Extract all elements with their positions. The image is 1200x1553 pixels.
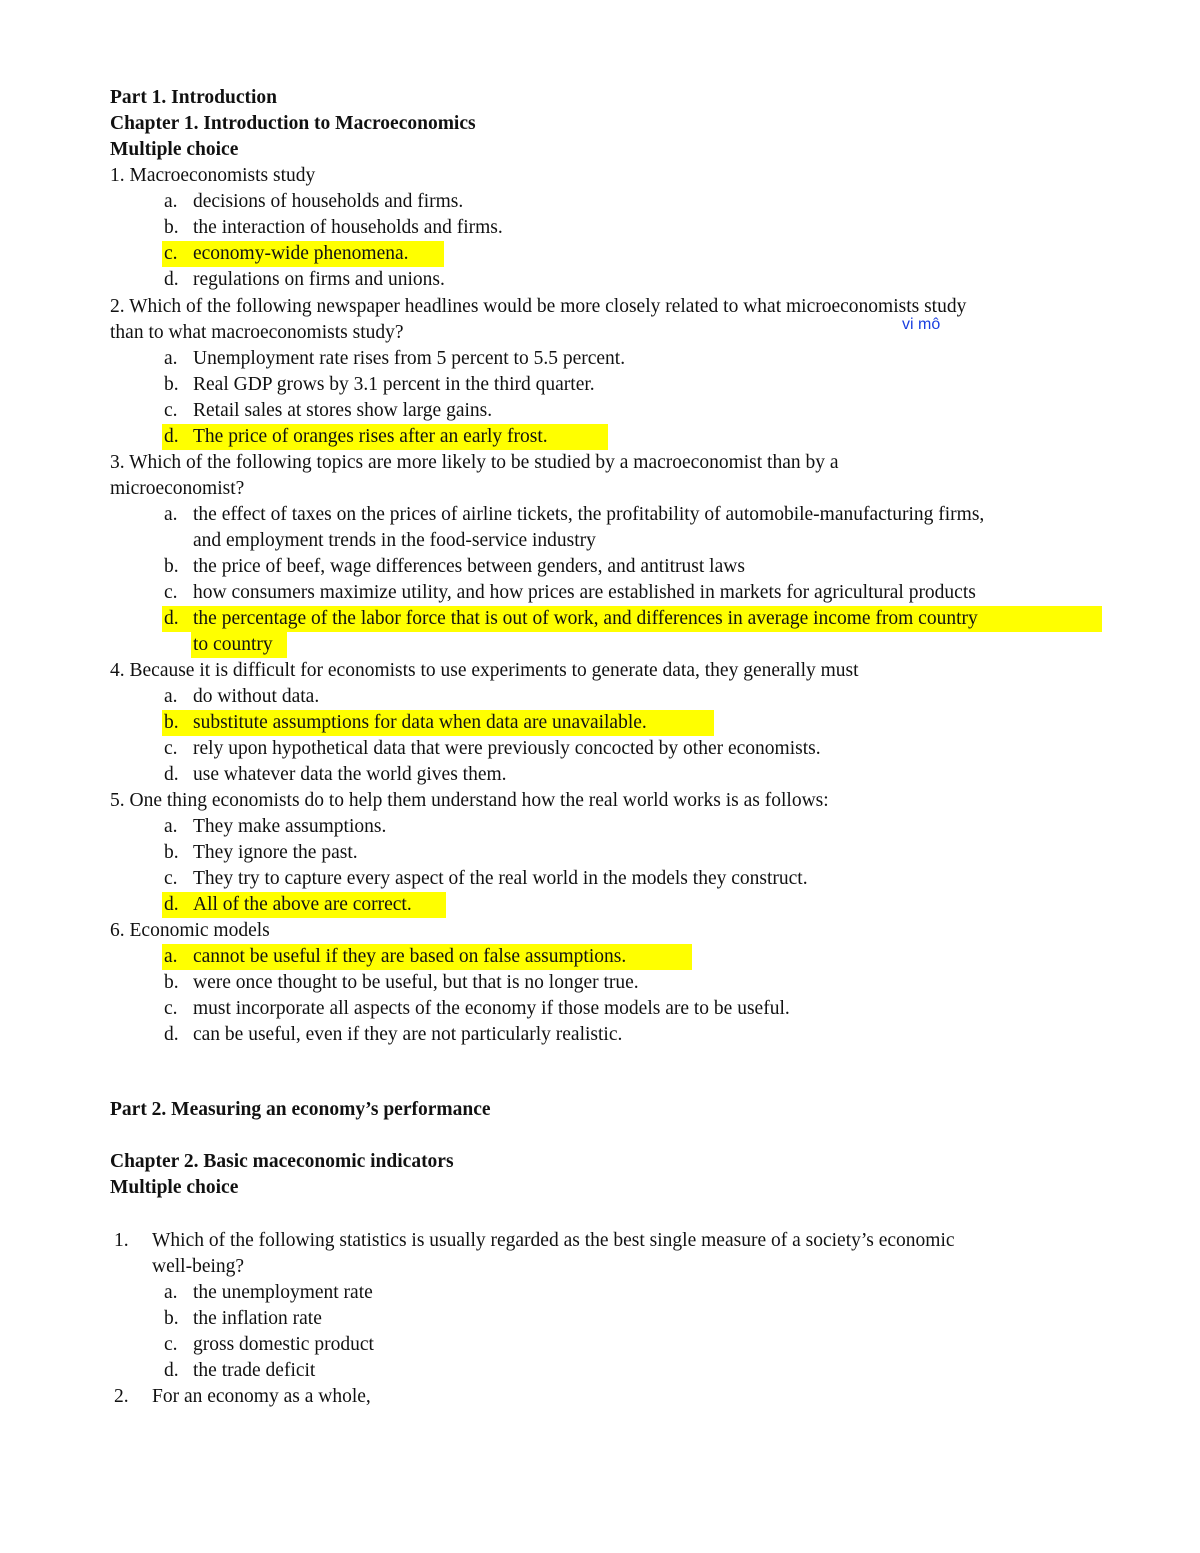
p2-question-2-stem: For an economy as a whole, — [152, 1386, 371, 1407]
option-text: the interaction of households and firms. — [193, 217, 503, 238]
question-3-stem-line-2: microeconomist? — [110, 478, 245, 499]
option-letter: d. — [164, 608, 179, 629]
option-letter: d. — [164, 426, 179, 447]
option-letter: b. — [164, 842, 179, 863]
question-5-stem: 5. One thing economists do to help them understand how the real world works is as follows: — [110, 790, 829, 811]
option-text-continued: and employment trends in the food-service industry — [193, 530, 596, 551]
option-text: were once thought to be useful, but that is no longer true. — [193, 972, 639, 993]
option-letter: a. — [164, 1282, 178, 1303]
option-letter: d. — [164, 269, 179, 290]
option-text: They try to capture every aspect of the real world in the models they construct. — [193, 868, 808, 889]
question-4-stem: 4. Because it is difficult for economists to use experiments to generate data, they generally must — [110, 660, 859, 681]
question-1-stem: 1. Macroeconomists study — [110, 165, 316, 186]
option-text: substitute assumptions for data when data are unavailable. — [193, 712, 647, 733]
option-text: the trade deficit — [193, 1360, 316, 1381]
question-4-option-b-highlighted — [162, 710, 714, 736]
p2-question-1-number: 1. — [114, 1230, 129, 1251]
chapter-2-title: Chapter 2. Basic maceconomic indicators — [110, 1151, 454, 1172]
option-letter: c. — [164, 998, 178, 1019]
option-text: do without data. — [193, 686, 320, 707]
question-3-stem-line-1: 3. Which of the following topics are more likely to be studied by a macroeconomist than by a — [110, 452, 839, 473]
option-text: They make assumptions. — [193, 816, 387, 837]
option-letter: c. — [164, 1334, 178, 1355]
part-1-title: Part 1. Introduction — [110, 87, 278, 108]
option-text: gross domestic product — [193, 1334, 374, 1355]
option-letter: a. — [164, 816, 178, 837]
option-letter: d. — [164, 1024, 179, 1045]
option-text: decisions of households and firms. — [193, 191, 464, 212]
option-text: They ignore the past. — [193, 842, 358, 863]
option-letter: b. — [164, 1308, 179, 1329]
option-text: regulations on firms and unions. — [193, 269, 445, 290]
option-letter: b. — [164, 556, 179, 577]
option-letter: a. — [164, 504, 178, 525]
part-2-title: Part 2. Measuring an economy’s performance — [110, 1099, 491, 1120]
option-letter: d. — [164, 894, 179, 915]
option-text: The price of oranges rises after an early frost. — [193, 426, 548, 447]
option-letter: a. — [164, 686, 178, 707]
option-letter: a. — [164, 348, 178, 369]
option-text: the percentage of the labor force that is out of work, and differences in average income from country — [193, 608, 978, 629]
option-letter: b. — [164, 712, 179, 733]
option-text: can be useful, even if they are not particularly realistic. — [193, 1024, 623, 1045]
question-3-option-d-highlighted — [162, 606, 1102, 632]
chapter-2-section: Multiple choice — [110, 1177, 239, 1198]
option-letter: c. — [164, 868, 178, 889]
option-letter: b. — [164, 374, 179, 395]
option-letter: d. — [164, 764, 179, 785]
question-5-option-d-highlighted — [162, 892, 446, 918]
option-letter: c. — [164, 400, 178, 421]
question-2-option-d-highlighted — [162, 424, 608, 450]
option-text: use whatever data the world gives them. — [193, 764, 507, 785]
option-text: All of the above are correct. — [193, 894, 412, 915]
handwritten-annotation: vi mô — [902, 316, 941, 333]
option-text: Retail sales at stores show large gains. — [193, 400, 493, 421]
p2-question-1-stem-line-2: well-being? — [152, 1256, 245, 1277]
option-letter: c. — [164, 243, 178, 264]
option-text: cannot be useful if they are based on false assumptions. — [193, 946, 627, 967]
question-1-option-c-highlighted — [162, 241, 444, 267]
option-text: the effect of taxes on the prices of airline tickets, the profitability of automobile-manufacturing firms, — [193, 504, 985, 525]
question-6-option-a-highlighted — [162, 944, 692, 970]
p2-question-2-number: 2. — [114, 1386, 129, 1407]
chapter-1-section: Multiple choice — [110, 139, 239, 160]
question-2-stem-line-1: 2. Which of the following newspaper headlines would be more closely related to what microeconomists study — [110, 296, 967, 317]
option-letter: b. — [164, 217, 179, 238]
option-text-continued: to country — [193, 634, 273, 655]
option-text: how consumers maximize utility, and how prices are established in markets for agricultural products — [193, 582, 976, 603]
option-letter: c. — [164, 738, 178, 759]
option-text: the inflation rate — [193, 1308, 322, 1329]
question-6-stem: 6. Economic models — [110, 920, 270, 941]
option-letter: a. — [164, 191, 178, 212]
option-letter: b. — [164, 972, 179, 993]
option-text: the price of beef, wage differences between genders, and antitrust laws — [193, 556, 745, 577]
option-letter: d. — [164, 1360, 179, 1381]
option-letter: c. — [164, 582, 178, 603]
option-text: Real GDP grows by 3.1 percent in the third quarter. — [193, 374, 595, 395]
p2-question-1-stem-line-1: Which of the following statistics is usually regarded as the best single measure of a society’s economic — [152, 1230, 955, 1251]
option-text: economy-wide phenomena. — [193, 243, 409, 264]
option-text: must incorporate all aspects of the economy if those models are to be useful. — [193, 998, 790, 1019]
option-letter: a. — [164, 946, 178, 967]
question-2-stem-line-2: than to what macroeconomists study? — [110, 322, 404, 343]
option-text: Unemployment rate rises from 5 percent to 5.5 percent. — [193, 348, 626, 369]
option-text: rely upon hypothetical data that were previously concocted by other economists. — [193, 738, 821, 759]
option-text: the unemployment rate — [193, 1282, 373, 1303]
question-3-option-d-continued — [191, 632, 287, 658]
chapter-1-title: Chapter 1. Introduction to Macroeconomics — [110, 113, 476, 134]
